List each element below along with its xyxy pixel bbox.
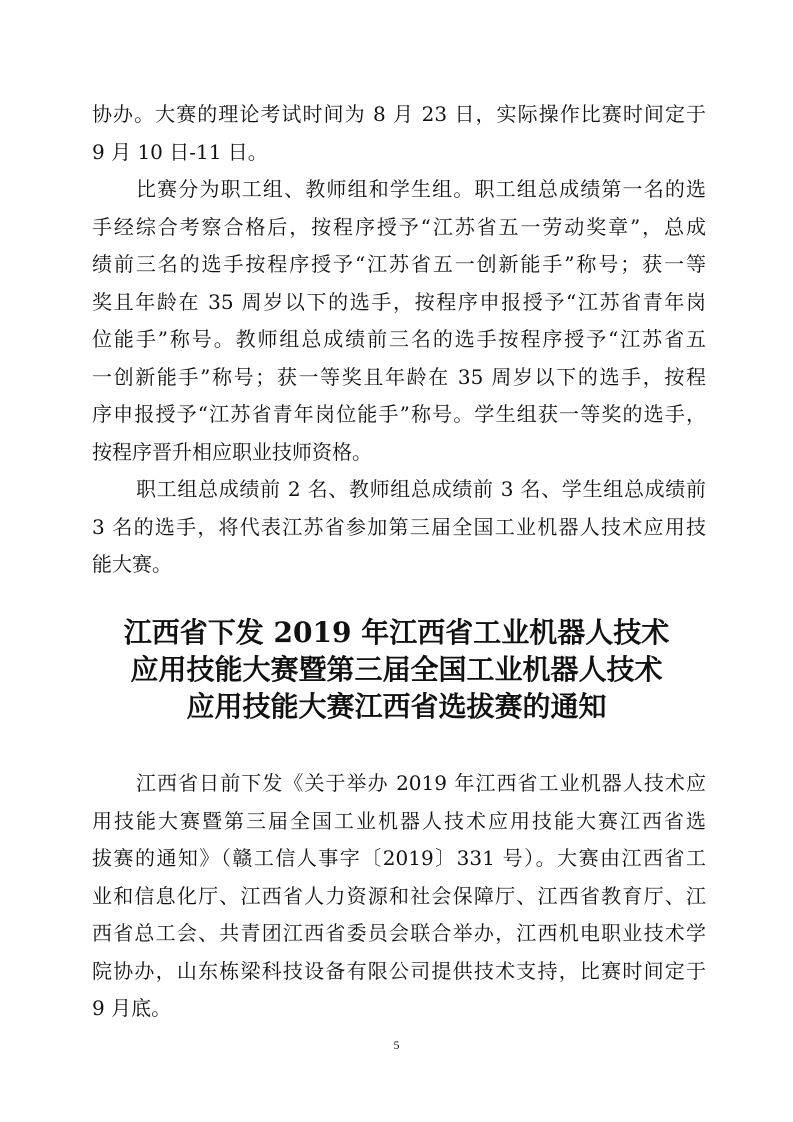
text-line: 协办。大赛的理论考试时间为 8 月 23 日，实际操作比赛时间定于	[92, 102, 706, 126]
text-line: 手经综合考察合格后，按程序授予“江苏省五一劳动奖章”，总成	[92, 214, 706, 239]
heading-line: 江西省下发 2019 年江西省工业机器人技术	[123, 616, 670, 649]
article-body-bottom	[92, 765, 706, 1028]
text-line: 9 月 10 日-11 日。	[92, 139, 268, 164]
text-line: 位能手”称号。教师组总成绩前三名的选手按程序授予“江苏省五	[92, 327, 706, 351]
text-line: 绩前三名的选手按程序授予“江苏省五一创新能手”称号；获一等	[92, 252, 706, 276]
section-heading	[60, 614, 733, 725]
text-line: 拔赛的通知》（赣工信人事字〔2019〕331 号）。大赛由江西省工	[92, 846, 706, 870]
heading-line: 应用技能大赛暨第三届全国工业机器人技术	[130, 653, 663, 686]
heading-line: 应用技能大赛江西省选拔赛的通知	[186, 690, 607, 723]
text-line: 比赛分为职工组、教师组和学生组。职工组总成绩第一名的选	[136, 177, 706, 201]
page-number: 5	[393, 1038, 400, 1052]
text-line: 奖且年龄在 35 周岁以下的选手，按程序申报授予“江苏省青年岗	[92, 289, 706, 314]
text-line: 业和信息化厅、江西省人力资源和社会保障厅、江西省教育厅、江	[92, 883, 706, 908]
text-line: 一创新能手”称号；获一等奖且年龄在 35 周岁以下的选手，按程	[92, 364, 706, 389]
text-line: 能大赛。	[92, 552, 172, 576]
text-line: 按程序晋升相应职业技师资格。	[92, 439, 372, 464]
paragraph	[92, 765, 706, 1028]
text-line: 3 名的选手，将代表江苏省参加第三届全国工业机器人技术应用技	[92, 514, 706, 539]
text-line: 江西省日前下发《关于举办 2019 年江西省工业机器人技术应	[136, 771, 706, 795]
paragraph	[92, 471, 706, 584]
text-line: 序申报授予“江苏省青年岗位能手”称号。学生组获一等奖的选手，	[92, 402, 706, 426]
article-body-top	[92, 96, 706, 584]
text-line: 9 月底。	[92, 996, 172, 1020]
text-line: 西省总工会、共青团江西省委员会联合举办，江西机电职业技术学	[92, 921, 706, 945]
paragraph	[92, 171, 706, 471]
paragraph	[92, 96, 706, 171]
text-line: 职工组总成绩前 2 名、教师组总成绩前 3 名、学生组总成绩前	[136, 477, 706, 501]
text-line: 用技能大赛暨第三届全国工业机器人技术应用技能大赛江西省选	[92, 808, 706, 833]
text-line: 院协办，山东栋梁科技设备有限公司提供技术支持，比赛时间定于	[92, 958, 706, 983]
